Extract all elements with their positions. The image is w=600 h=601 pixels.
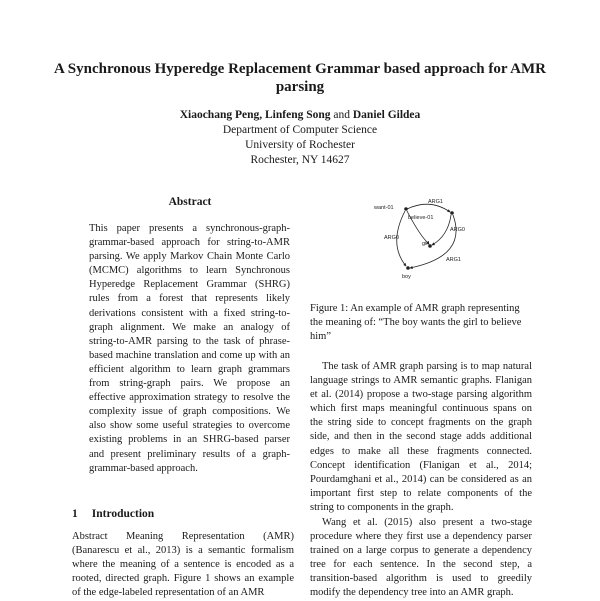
label-arg1-right: ARG1 [446,257,461,263]
author-names: Xiaochang Peng, Linfeng Song [179,109,331,121]
label-boy: boy [402,274,411,280]
introduction-text: Abstract Meaning Representation (AMR) (Banarescu et al., 2013) is a semantic formalism where the meaning of a sentence is encoded as a rooted, directed graph. Figure 1 shows an example of the edge-labeled representation of an AMR [72,531,294,599]
node-boy [406,266,410,270]
section-number: 1 [72,508,78,520]
affiliation-university: University of Rochester [245,139,355,151]
abstract-text: This paper presents a synchronous-graph-grammar-based approach for string-to-AMR parsing. We apply Markov Chain Monte Carlo (MCMC) algorithms to learn Synchronous Hyperedge Replacement Grammar (SHRG) rules from a forest that represents likely derivations consistent with a fixed string-to-graph alignment. We make an analogy of string-to-AMR parsing to the task of phrase-based machine translation and come up with an efficient algorithm to learn graph grammars from string-graph pairs. We propose an effective approximation strategy to resolve the complexity issue of graph compositions. We also show some useful strategies to overcome existing problems in an SHRG-based parser and present preliminary results of a graph-grammar-based approach. [89,223,290,474]
label-believe: believe-01 [408,215,434,221]
edge-arg0-right [432,215,451,245]
section-heading-introduction [72,508,292,520]
label-arg0-left: ARG0 [384,235,399,241]
abstract-heading: Abstract [168,196,212,208]
author-line [40,108,560,123]
author-block [40,108,560,168]
label-arg0-right: ARG0 [450,227,465,233]
author-last: Daniel Gildea [352,109,421,121]
label-want: want-01 [374,205,394,211]
section-title: Introduction [91,508,155,520]
paper-title: A Synchronous Hyperedge Replacement Grammar based approach for AMR parsing [54,61,546,95]
affiliation-city: Rochester, NY 14627 [250,154,350,166]
label-arg1-top: ARG1 [428,199,443,205]
body-paragraph-2: Wang et al. (2015) also present a two-stage procedure where they first use a dependency parser trained on a large corpus to generate a dependency tree for each sentence. In the second step, a transition-based algorithm is used to greedily modify the dependency tree into an AMR graph. [310,517,532,599]
edge-arg1-top [407,204,450,212]
amr-graph [360,196,490,296]
body-paragraph-1: The task of AMR graph parsing is to map natural language strings to AMR semantic graphs. Flanigan et al. (2014) propose a two-stage parsing algorithm which first maps meaningful continuous spans on the string side to concept fragments on the graph side, and then in the second stage adds additional edges to make all these fragments connected. Concept identification (Flanigan et al., 2014; Pourdamghani et al., 2014) can be considered as an important first step to relate components of the string to components in the graph. [310,361,532,513]
label-girl: girl [422,241,430,247]
figure-caption: Figure 1: An example of AMR graph representing the meaning of: “The boy wants the girl to believe him” [310,303,522,343]
node-believe [450,211,454,215]
author-and: and [333,109,350,121]
amr-graph-figure [360,196,490,296]
affiliation-department: Department of Computer Science [222,124,378,136]
